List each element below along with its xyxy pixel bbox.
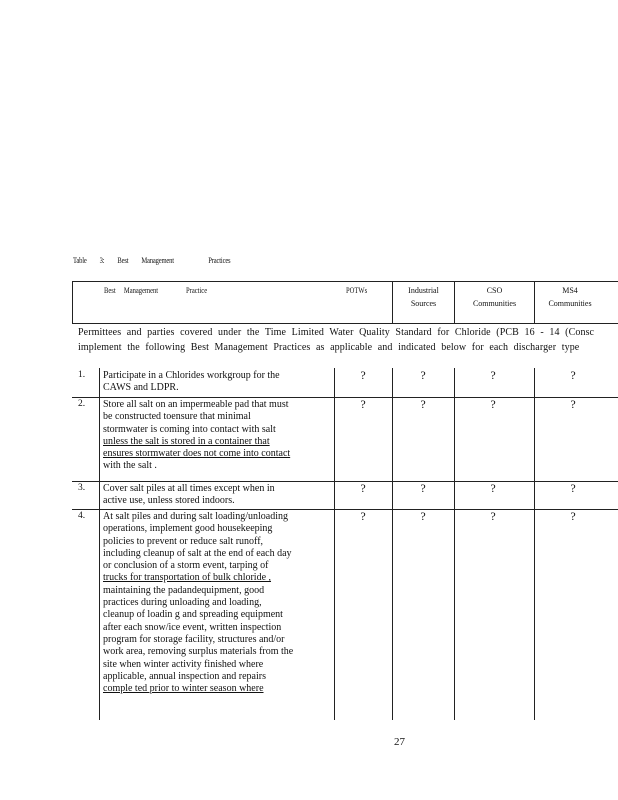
page-number: 27 — [394, 736, 405, 748]
row-2-number: 2. — [78, 399, 86, 409]
row-4-line: or conclusion of a storm event, tarping of — [103, 560, 269, 572]
row-4-number: 4. — [78, 511, 86, 521]
body-divider-num — [99, 368, 100, 720]
row-1-practice — [103, 370, 280, 395]
row-4-ms4-mark: ? — [570, 509, 576, 523]
row-2-line: with the salt . — [103, 460, 157, 472]
header-cso-line2: Communities — [472, 299, 517, 308]
row-4-line: trucks for transportation of bulk chloride , — [103, 572, 272, 584]
header-potws: POTWs — [346, 286, 368, 295]
row-4-line: work area, removing surplus materials from the — [103, 646, 294, 658]
row-4-line: maintaining the padandequipment, good — [103, 584, 265, 596]
row-2-practice — [103, 399, 290, 473]
body-divider-potws — [392, 368, 393, 720]
row-3-line: active use, unless stored indoors. — [103, 495, 235, 507]
row-4-line: cleanup of loadin g and spreading equipment — [103, 609, 283, 621]
row-3-potws-mark: ? — [360, 481, 366, 495]
header-left-border — [72, 281, 73, 323]
row-2-line: stormwater is coming into contact with salt — [103, 423, 276, 435]
row-4-cso-mark: ? — [490, 509, 496, 523]
row-4-practice — [103, 511, 293, 695]
body-divider-cso — [534, 368, 535, 720]
row-4-line: policies to prevent or reduce salt runoff, — [103, 535, 264, 547]
row-3-practice — [103, 483, 275, 508]
header-ms4-communities — [535, 284, 605, 310]
body-divider-practice — [334, 368, 335, 720]
row-3-number: 3. — [78, 483, 86, 493]
row-1-line: Participate in a Chlorides workgroup for the — [103, 370, 280, 381]
row-4-industrial-mark: ? — [420, 509, 426, 523]
row-3-bottom-border — [72, 509, 618, 510]
row-2-line: be constructed toensure that minimal — [103, 411, 251, 423]
row-4-line: including cleanup of salt at the end of each day — [103, 547, 292, 559]
header-bottom-border — [72, 323, 618, 324]
header-word-best: Best — [104, 286, 116, 295]
header-industrial-sources — [393, 284, 454, 310]
scope-line-2: implement the following Best Management Practices as applicable and indicated below for each discharger type — [78, 342, 580, 353]
row-4-line: operations, implement good housekeeping — [103, 523, 273, 535]
header-word-practice: Practice — [186, 286, 208, 295]
header-cso-communities — [455, 284, 534, 310]
row-4-line: applicable, annual inspection and repairs — [103, 670, 266, 682]
row-2-bottom-border — [72, 481, 618, 482]
header-top-border — [72, 281, 618, 282]
row-2-industrial-mark: ? — [420, 397, 426, 411]
caption-word-best: Best — [117, 256, 129, 265]
row-2-line: unless the salt is stored in a container that — [103, 435, 270, 447]
header-word-management: Management — [123, 286, 159, 295]
scope-line-1: Permittees and parties covered under the Time Limited Water Quality Standard for Chloride (PCB 16 - 14 (Consc — [78, 327, 595, 338]
row-4-line: program for storage facility, structures and/or — [103, 633, 285, 645]
row-3-ms4-mark: ? — [570, 481, 576, 495]
row-2-ms4-mark: ? — [570, 397, 576, 411]
row-1-bottom-border — [72, 397, 618, 398]
caption-number: 3: — [99, 256, 105, 265]
row-4-line: At salt piles and during salt loading/unloading — [103, 511, 288, 522]
header-cso-line1: CSO — [486, 286, 503, 295]
row-4-line: practices during unloading and loading, — [103, 597, 262, 609]
row-2-line: ensures stormwater does not come into contact — [103, 448, 291, 460]
caption-table-word: Table — [73, 256, 87, 265]
header-ms4-line1: MS4 — [562, 286, 578, 295]
row-4-line: after each snow/ice event, written inspection — [103, 621, 282, 633]
row-2-cso-mark: ? — [490, 397, 496, 411]
row-4-potws-mark: ? — [360, 509, 366, 523]
row-3-industrial-mark: ? — [420, 481, 426, 495]
header-industrial-line1: Industrial — [408, 286, 439, 295]
row-2-line: Store all salt on an impermeable pad that must — [103, 399, 289, 410]
row-3-line: Cover salt piles at all times except when in — [103, 483, 275, 494]
row-1-number: 1. — [78, 370, 86, 380]
caption-word-practices: Practices — [208, 256, 231, 265]
row-1-cso-mark: ? — [490, 368, 496, 382]
caption-word-management: Management — [141, 256, 174, 265]
table-caption — [73, 256, 242, 265]
row-2-potws-mark: ? — [360, 397, 366, 411]
row-1-potws-mark: ? — [360, 368, 366, 382]
row-4-line: site when winter activity finished where — [103, 658, 264, 670]
row-1-industrial-mark: ? — [420, 368, 426, 382]
header-best-management-practice — [104, 284, 207, 297]
header-ms4-line2: Communities — [548, 299, 592, 308]
header-industrial-line2: Sources — [410, 299, 437, 308]
row-3-cso-mark: ? — [490, 481, 496, 495]
row-1-line: CAWS and LDPR. — [103, 382, 179, 394]
row-4-line: comple ted prior to winter season where — [103, 683, 264, 695]
body-divider-industrial — [454, 368, 455, 720]
row-1-ms4-mark: ? — [570, 368, 576, 382]
